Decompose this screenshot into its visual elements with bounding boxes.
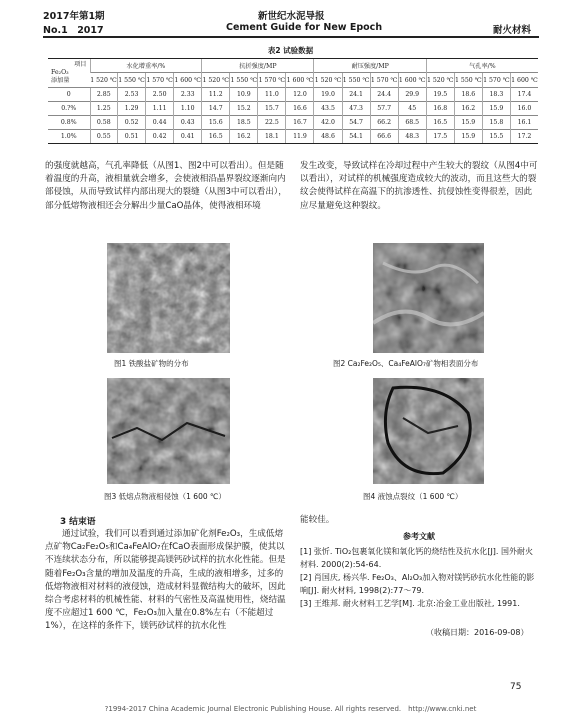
table-cell: 19.0 [314, 88, 342, 102]
table-cell: 16.1 [510, 116, 538, 130]
table-row [48, 130, 538, 144]
reference-item: [2] 肖国庆, 杨兴华. Fe₂O₃、Al₂O₃加入物对镁钙砂抗水化性能的影响[J]. 耐火材料, 1998(2):77～79. [300, 573, 535, 595]
temperature-header: 1 570 ℃ [146, 73, 174, 88]
group-header-flexural: 抗折强度/MP [202, 59, 314, 73]
table-cell: 1.25 [90, 102, 118, 116]
table-cell: 15.9 [482, 102, 510, 116]
issue-number: No.1 2017 [43, 25, 104, 36]
conclusion-continuation [300, 514, 538, 527]
table-cell: 17.2 [510, 130, 538, 144]
table-cell: 2.33 [174, 88, 202, 102]
table-cell: 15.6 [202, 116, 230, 130]
journal-title-en: Cement Guide for New Epoch [226, 22, 383, 33]
temperature-header: 1 520 ℃ [314, 73, 342, 88]
group-header-hydration: 水化增重率/% [90, 59, 202, 73]
table-cell: 0.58 [90, 116, 118, 130]
table-cell: 22.5 [258, 116, 286, 130]
figure-1-caption: 图1 铁酸盐矿物的分布 [114, 359, 189, 368]
conclusion-paragraph: 通过试验，我们可以看到通过添加矿化剂Fe₂O₃，生成低熔点矿物Ca₂Fe₂O₅和Ca₄FeAlO₇在fCaO表面形成保护膜，使其以不连续状态分布，所以能够提高镁钙砂试样的抗水化性能。但是随着Fe₂O₃含量的增加及温度的升高，生成的液相增多，过多的低熔物液相对材料的液侵蚀，造成材料显微结构大的破坏，因此综合考虑材料的机械性能、材料的气密性及高温使用性，烧结温度不应超过1 600 ℃，Fe₂O₃加入量在0.8%左右（不能超过1%），在这样的条件下，镁钙砂试样的抗水化性 [45, 529, 286, 632]
temperature-header: 1 520 ℃ [202, 73, 230, 88]
table-row [48, 102, 538, 116]
row-label: 0 [48, 88, 90, 102]
conclusion-continuation-text: 能较佳。 [300, 515, 335, 525]
journal-title-cn: 新世纪水泥导报 [258, 11, 325, 22]
row-label: 1.0% [48, 130, 90, 144]
figure-2-caption: 图2 Ca₂Fe₂O₅、Ca₄FeAlO₇矿物相表面分布 [333, 359, 479, 368]
table-cell: 15.8 [482, 116, 510, 130]
row-label: 0.?% [48, 102, 90, 116]
received-date: （收稿日期：2016-09-08） [426, 628, 529, 637]
table-cell: 47.3 [342, 102, 370, 116]
table-cell: 0.52 [118, 116, 146, 130]
table-cell: 16.5 [202, 130, 230, 144]
temperature-header: 1 570 ℃ [370, 73, 398, 88]
temperature-header: 1 550 ℃ [342, 73, 370, 88]
temperature-header: 1 520 ℃ [426, 73, 454, 88]
references-title: 参考文献 [403, 532, 435, 541]
section-3-body [45, 528, 289, 634]
table-cell: 11.0 [258, 88, 286, 102]
group-header-compressive: 耐压强度/MP [314, 59, 426, 73]
table-cell: 18.3 [482, 88, 510, 102]
fe2o3-header: Fe₂O₃ [51, 69, 69, 76]
table-cell: 48.6 [314, 130, 342, 144]
temperature-header: 1 570 ℃ [258, 73, 286, 88]
table-cell: 0.41 [174, 130, 202, 144]
temperature-header: 1 520 ℃ [90, 73, 118, 88]
item-header: 项目 [74, 61, 87, 68]
reference-item: [1] 张忻. TiO₂包裹氧化镁和氧化钙的烧结性及抗水化[J]. 国外耐火材料. 2000(2):54-64. [300, 547, 534, 569]
table-cell: 15.2 [230, 102, 258, 116]
paragraph-continuation: 的强度就越高，气孔率降低（从图1、图2中可以看出）。但是随着温度的升高，液相量就会增多，会使液相沿晶界裂纹逐渐向内部侵蚀，从而导致试样内部出现大的裂缝（从图3中可以看出），部分低熔物液相还会分解出少量CaO晶体，使得液相环境 [45, 161, 287, 211]
references-list [300, 545, 538, 610]
table-cell: 66.2 [370, 116, 398, 130]
table-cell: 54.7 [342, 116, 370, 130]
table-cell: 0.43 [174, 116, 202, 130]
temperature-header: 1 570 ℃ [482, 73, 510, 88]
table-cell: 16.2 [454, 102, 482, 116]
table-cell: 24.4 [370, 88, 398, 102]
table-cell: 16.8 [426, 102, 454, 116]
figure-3-caption: 图3 低熔点物液相侵蚀（1 600 ℃） [104, 492, 226, 501]
table-cell: 18.1 [258, 130, 286, 144]
table-caption: 表2 试验数据 [267, 46, 314, 55]
table-cell: 16.2 [230, 130, 258, 144]
table-cell: 16.0 [510, 102, 538, 116]
figure-4-micrograph [373, 378, 484, 484]
table-cell: 68.5 [398, 116, 426, 130]
group-header-porosity: 气孔率/% [426, 59, 538, 73]
reference-item: [3] 王维邦. 耐火材料工艺学[M]. 北京:冶金工业出版社, 1991. [300, 599, 520, 608]
table-cell: 2.53 [118, 88, 146, 102]
table-cell: 2.50 [146, 88, 174, 102]
temperature-header: 1 600 ℃ [174, 73, 202, 88]
temperature-header: 1 550 ℃ [230, 73, 258, 88]
temperature-header: 1 550 ℃ [118, 73, 146, 88]
table-cell: 43.5 [314, 102, 342, 116]
table-cell: 15.9 [454, 116, 482, 130]
table-cell: 17.4 [510, 88, 538, 102]
table-cell: 0.51 [118, 130, 146, 144]
table-cell: 57.7 [370, 102, 398, 116]
table-cell: 15.5 [482, 130, 510, 144]
table-corner-header [48, 59, 90, 88]
figure-2-micrograph [373, 243, 484, 353]
table-cell: 15.9 [454, 130, 482, 144]
issue-year: 2017年第1期 [43, 11, 105, 22]
figure-1-micrograph [107, 243, 230, 353]
table-cell: 24.1 [342, 88, 370, 102]
addition-header: 添加量 [51, 77, 70, 84]
table-cell: 0.44 [146, 116, 174, 130]
table-cell: 29.9 [398, 88, 426, 102]
table-cell: 2.85 [90, 88, 118, 102]
table-cell: 10.9 [230, 88, 258, 102]
table-cell: 11.2 [202, 88, 230, 102]
table-cell: 45 [398, 102, 426, 116]
table-row [48, 116, 538, 130]
temperature-header: 1 600 ℃ [510, 73, 538, 88]
table-cell: 18.6 [454, 88, 482, 102]
table-cell: 16.6 [286, 102, 314, 116]
table-cell: 16.5 [426, 116, 454, 130]
table-cell: 54.1 [342, 130, 370, 144]
figure-4-caption: 图4 液蚀点裂纹（1 600 ℃） [363, 492, 463, 501]
table-cell: 1.11 [146, 102, 174, 116]
header-rule [43, 36, 539, 38]
page-number: 75 [510, 682, 522, 692]
section-3-title: 3 结束语 [60, 517, 96, 527]
table-cell: 11.9 [286, 130, 314, 144]
table-row [48, 88, 538, 102]
table-cell: 12.0 [286, 88, 314, 102]
table-cell: 16.7 [286, 116, 314, 130]
body-text-left [45, 160, 289, 213]
table-cell: 14.7 [202, 102, 230, 116]
table-cell: 1.10 [174, 102, 202, 116]
table-cell: 48.3 [398, 130, 426, 144]
copyright-footer: ?1994-2017 China Academic Journal Electronic Publishing House. All rights reserved. http://www.cnki.net [104, 705, 477, 713]
body-text-right [300, 160, 538, 213]
table-cell: 19.5 [426, 88, 454, 102]
temperature-header: 1 600 ℃ [286, 73, 314, 88]
table-cell: 66.6 [370, 130, 398, 144]
figure-3-micrograph [107, 378, 230, 484]
table-cell: 42.0 [314, 116, 342, 130]
table-cell: 18.5 [230, 116, 258, 130]
table-cell: 0.55 [90, 130, 118, 144]
data-table [48, 58, 538, 144]
table-cell: 15.7 [258, 102, 286, 116]
table-cell: 17.5 [426, 130, 454, 144]
temperature-header: 1 550 ℃ [454, 73, 482, 88]
temperature-header: 1 600 ℃ [398, 73, 426, 88]
section-name: 耐火材料 [493, 25, 532, 36]
table-cell: 0.42 [146, 130, 174, 144]
table-cell: 1.29 [118, 102, 146, 116]
paragraph-continuation-right: 发生改变，导致试样在冷却过程中产生较大的裂纹（从图4中可以看出），对试样的机械强度造成较大的波动，而且这些大的裂纹会使得试样在高温下的抗渗透性、抗侵蚀性变得很差，因此应尽量避免这种裂纹。 [300, 161, 538, 211]
row-label: 0.8% [48, 116, 90, 130]
